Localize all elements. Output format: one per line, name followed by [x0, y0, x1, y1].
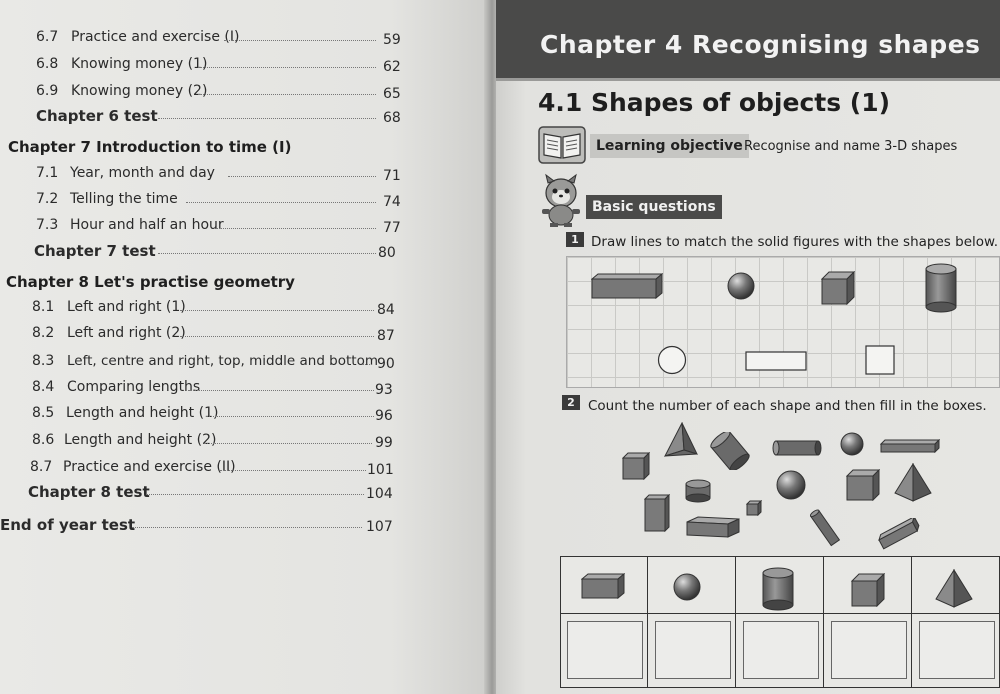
- toc-title: Practice and exercise (I): [71, 29, 240, 45]
- question-number-badge: 2: [562, 395, 580, 410]
- toc-number: 8.6: [32, 432, 55, 448]
- toc-number: 7.2: [36, 191, 59, 207]
- toc-page: 68: [383, 110, 401, 126]
- toc-title: Hour and half an hour: [70, 217, 224, 233]
- toc-title: Year, month and day: [70, 165, 215, 181]
- toc-entry-6-7: [36, 26, 406, 50]
- toc-page: 93: [375, 382, 393, 398]
- cuboid-shape-icon: [880, 439, 940, 453]
- toc-number: 6.8: [36, 56, 59, 72]
- toc-leader-dots: [206, 416, 374, 417]
- cylinder-shape-icon: [761, 567, 795, 611]
- toc-page: 71: [383, 168, 401, 184]
- toc-leader-dots: [158, 118, 376, 119]
- toc-number: 8.2: [32, 325, 55, 341]
- rectangle-outline-icon: [745, 351, 807, 371]
- basic-questions-label: Basic questions: [586, 195, 722, 219]
- toc-entry-6-8: [36, 53, 406, 77]
- sphere-shape-icon: [776, 470, 806, 500]
- toc-leader-dots: [198, 67, 376, 68]
- toc-leader-dots: [158, 253, 376, 254]
- toc-entry-8-7: [30, 456, 406, 480]
- toc-title: Knowing money (2): [71, 83, 208, 99]
- toc-title: Length and height (2): [64, 432, 217, 448]
- question-number-badge: 1: [566, 232, 584, 247]
- toc-number: 8.1: [32, 299, 55, 315]
- toc-chapter-7-heading: Chapter 7 Introduction to time (I): [8, 138, 292, 156]
- toc-leader-dots: [204, 443, 372, 444]
- toc-number: 8.4: [32, 379, 55, 395]
- toc-page: 62: [383, 59, 401, 75]
- answer-box-cube[interactable]: [831, 621, 907, 679]
- square-outline-icon: [865, 345, 895, 375]
- toc-title: Chapter 7 test: [34, 242, 156, 260]
- toc-entry-8-2: [32, 322, 406, 346]
- toc-page: 84: [377, 302, 395, 318]
- toc-leader-dots: [216, 228, 376, 229]
- toc-entry-chapter-8-test: [28, 480, 406, 504]
- toc-title: Practice and exercise (II): [63, 459, 236, 475]
- toc-page: 90: [377, 356, 395, 372]
- cuboid-shape-icon: [686, 516, 740, 538]
- question-1-text: Draw lines to match the solid figures with the shapes below.: [591, 234, 999, 250]
- toc-page: 65: [383, 86, 401, 102]
- chapter-banner: [496, 0, 1000, 81]
- toc-entry-8-6: [32, 429, 406, 453]
- toc-page: 74: [383, 194, 401, 210]
- cube-shape-icon: [851, 573, 885, 607]
- toc-title: Chapter 6 test: [36, 107, 158, 125]
- cylinder-shape-icon: [684, 479, 712, 503]
- cylinder-shape-icon: [772, 439, 822, 457]
- toc-title: Length and height (1): [66, 405, 219, 421]
- learning-objective-text: Recognise and name 3-D shapes: [744, 139, 958, 154]
- sphere-shape-icon: [727, 272, 755, 300]
- toc-title: Telling the time: [70, 191, 178, 207]
- answer-box-sphere[interactable]: [655, 621, 731, 679]
- book-icon: [538, 126, 586, 164]
- toc-number: 8.5: [32, 405, 55, 421]
- toc-page: 101: [367, 462, 394, 478]
- toc-title: Left and right (1): [67, 299, 186, 315]
- question-2-text: Count the number of each shape and then fill in the boxes.: [588, 398, 987, 414]
- cuboid-shape-icon: [644, 494, 670, 532]
- toc-page: 77: [383, 220, 401, 236]
- toc-page: 104: [366, 486, 393, 502]
- toc-title: Chapter 8 test: [28, 483, 150, 501]
- toc-entry-7-1: [36, 162, 406, 186]
- toc-number: 8.3: [32, 353, 55, 369]
- toc-entry-chapter-7-test: [34, 239, 406, 263]
- toc-leader-dots: [220, 470, 366, 471]
- toc-leader-dots: [186, 202, 376, 203]
- cube-shape-icon: [821, 271, 855, 305]
- toc-entry-7-2: [36, 188, 406, 212]
- shape-count-table: [560, 556, 1000, 688]
- pyramid-shape-icon: [664, 422, 698, 458]
- cylinder-shape-icon: [925, 263, 957, 313]
- toc-leader-dots: [228, 176, 376, 177]
- section-title: 4.1 Shapes of objects (1): [538, 88, 891, 117]
- toc-number: 6.9: [36, 83, 59, 99]
- left-page-contents: [0, 0, 488, 694]
- toc-number: 7.1: [36, 165, 59, 181]
- cube-shape-icon: [846, 469, 880, 501]
- toc-leader-dots: [188, 390, 374, 391]
- cube-shape-icon: [746, 500, 762, 516]
- toc-page: 96: [375, 408, 393, 424]
- toc-page: 99: [375, 435, 393, 451]
- answer-box-cylinder[interactable]: [743, 621, 819, 679]
- toc-title: Left, centre and right, top, middle and bottom: [67, 353, 379, 369]
- circle-outline-icon: [657, 345, 687, 375]
- toc-entry-6-9: [36, 80, 406, 104]
- toc-entry-8-3: [32, 350, 406, 374]
- toc-entry-chapter-6-test: [36, 104, 406, 128]
- mascot-character-icon: [536, 173, 586, 227]
- toc-title: End of year test: [0, 516, 136, 534]
- toc-title: Comparing lengths: [67, 379, 201, 395]
- toc-number: 8.7: [30, 459, 53, 475]
- toc-page: 87: [377, 328, 395, 344]
- toc-leader-dots: [198, 94, 376, 95]
- toc-leader-dots: [146, 494, 364, 495]
- matching-grid: [566, 256, 1000, 388]
- answer-box-cuboid[interactable]: [567, 621, 643, 679]
- toc-page: 107: [366, 519, 393, 535]
- toc-title: Knowing money (1): [71, 56, 208, 72]
- cylinder-shape-icon: [710, 432, 750, 470]
- toc-entry-8-4: [32, 376, 406, 400]
- sphere-shape-icon: [840, 432, 864, 456]
- cuboid-shape-icon: [876, 518, 922, 552]
- toc-number: 6.7: [36, 29, 59, 45]
- pyramid-shape-icon: [935, 569, 973, 609]
- learning-objective-label: Learning objective: [590, 134, 749, 158]
- toc-entry-7-3: [36, 214, 406, 238]
- toc-chapter-8-heading: Chapter 8 Let's practise geometry: [6, 273, 295, 291]
- cylinder-shape-icon: [810, 508, 840, 548]
- toc-number: 7.3: [36, 217, 59, 233]
- toc-leader-dots: [132, 527, 362, 528]
- cube-shape-icon: [622, 452, 650, 480]
- toc-entry-8-1: [32, 296, 406, 320]
- toc-entry-8-5: [32, 402, 406, 426]
- pyramid-shape-icon: [894, 463, 932, 503]
- right-page-worksheet: [496, 0, 1000, 694]
- cuboid-shape-icon: [591, 273, 663, 299]
- toc-title: Left and right (2): [67, 325, 186, 341]
- toc-page: 59: [383, 32, 401, 48]
- answer-box-pyramid[interactable]: [919, 621, 995, 679]
- toc-leader-dots: [180, 336, 374, 337]
- toc-leader-dots: [224, 40, 376, 41]
- cuboid-shape-icon: [581, 573, 625, 599]
- toc-leader-dots: [180, 310, 374, 311]
- chapter-title: Chapter 4 Recognising shapes: [540, 30, 981, 59]
- toc-leader-dots: [362, 364, 372, 365]
- sphere-shape-icon: [673, 573, 701, 601]
- toc-page: 80: [378, 245, 396, 261]
- toc-entry-end-of-year-test: [0, 513, 406, 537]
